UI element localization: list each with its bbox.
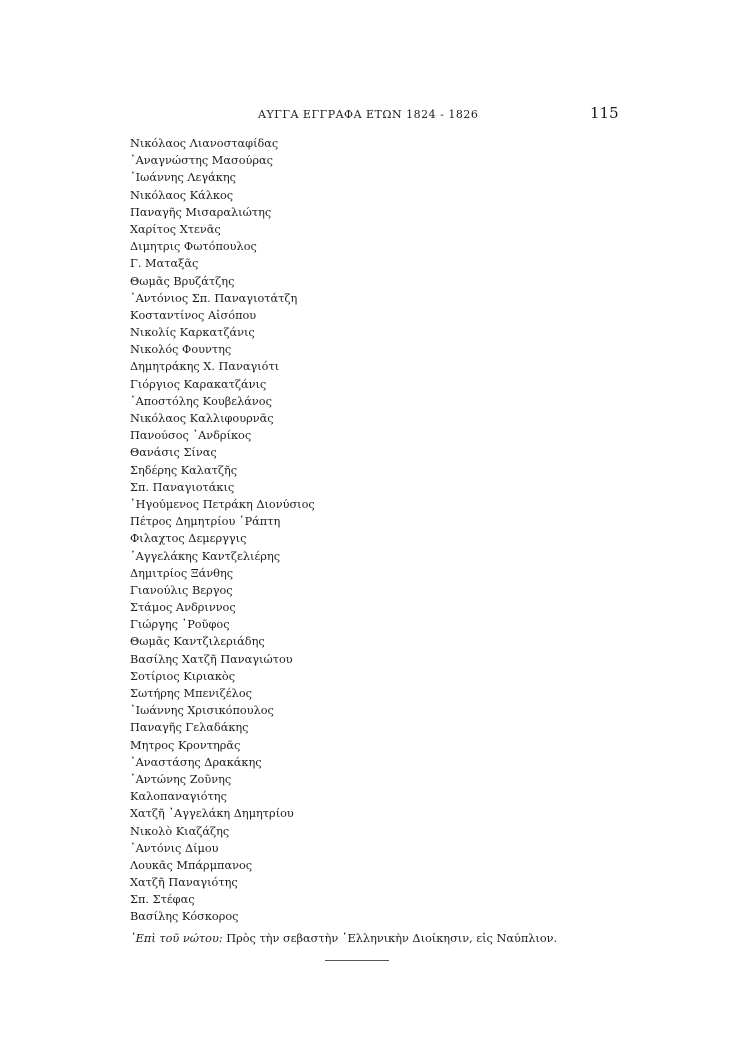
signatory-name: Φιλαχτος Δεμεργγις xyxy=(130,532,247,546)
signatory-name: Νικολός Φουντης xyxy=(130,343,232,357)
signatory-name: Γιόργιος Καρακατζάνις xyxy=(130,377,267,391)
running-title: ΑΥΓΓΑ ΕΓΓΡΑΦΑ ΕΤΩΝ 1824 - 1826 xyxy=(258,108,479,121)
signatory-name: Στάμος Ανδριννος xyxy=(130,601,236,615)
signatory-name: Μητρος Κροντηρᾶς xyxy=(130,738,241,752)
signatory-name: Σωτήρης Μπενιζέλος xyxy=(130,687,252,700)
signatory-name: Σηδέρης Καλατζῆς xyxy=(130,463,238,477)
signatory-name: Σπ. Παναγιοτάκις xyxy=(130,480,235,494)
signatory-name: Γ. Ματαξᾶς xyxy=(130,257,199,271)
address-text: Πρὸς τὴν σεβαστὴν ῾Ελληνικὴν Διοίκησιν, εἰς Ναύπλιον. xyxy=(226,932,558,945)
signatory-name: Θωμᾶς Καντζιλεριάδης xyxy=(130,635,265,649)
address-line xyxy=(130,932,557,945)
end-rule xyxy=(325,960,389,961)
signatory-name: Γιανούλις Βεργος xyxy=(130,583,233,597)
signatory-name: Νικολίς Καρκατζάνις xyxy=(130,326,255,340)
signatory-name: Θανάσις Σίνας xyxy=(130,446,217,460)
signatory-name: Καλοπαναγιότης xyxy=(130,790,227,804)
signatory-name: Διμητρις Φωτόπουλος xyxy=(130,240,257,254)
signatory-name: Νικόλαος Καλλιφουρνᾶς xyxy=(130,412,274,425)
signatory-name: Βασίλης Χατζῆ Παναγιώτου xyxy=(130,652,293,666)
signatory-name: ᾿Αντόνιος Σπ. Παναγιοτάτζη xyxy=(130,291,298,305)
signatory-name: Πέτρος Δημητρίου ῾Ράπτη xyxy=(130,515,281,529)
signatory-name: ᾿Αντώνης Ζοῦνης xyxy=(130,772,232,786)
signatory-name: ῾Ηγούμενος Πετράκη Διονύσιος xyxy=(130,497,315,511)
signatory-name: ᾿Ιωάννης Χρισικόπουλος xyxy=(130,704,274,718)
signatory-name: Δημητράκης Χ. Παναγιότι xyxy=(130,360,280,374)
signatory-name: Δημιτρίος Ξάνθης xyxy=(130,566,234,580)
signatory-name: Χατζῆ Παναγιότης xyxy=(130,876,238,890)
signatory-name: Βασίλης Κόσκορος xyxy=(130,910,239,924)
signatory-name: Χαρίτος Χτενᾶς xyxy=(130,222,221,236)
signatory-name: Γιώργης ῾Ροῦφος xyxy=(130,618,230,632)
signatory-name: Παναγῆς Γελαδάκης xyxy=(130,721,249,735)
signatory-name: Σοτίριος Κιριακὸς xyxy=(130,669,236,683)
signatory-name: ᾿Αγγελάκης Καντζελιέρης xyxy=(130,549,281,563)
signatory-name: Χατζῆ ᾿Αγγελάκη Δημητρίου xyxy=(130,807,294,821)
signatory-name: Νικολὸ Κιαζάζης xyxy=(130,824,230,838)
signatory-name: Παναγῆς Μισαραλιώτης xyxy=(130,205,272,219)
page-number: 115 xyxy=(590,104,619,122)
signatory-name: ᾿Αντόνις Δίμου xyxy=(130,841,219,855)
signatory-name: Λουκᾶς Μπάρμπανος xyxy=(130,858,253,872)
signatory-name: ᾿Αναγνώστης Μασούρας xyxy=(130,154,273,168)
signatory-name: Νικόλαος Κάλκος xyxy=(130,188,234,202)
signatory-name: Σπ. Στέφας xyxy=(130,893,195,907)
signatory-name: ᾿Αποστόλης Κουβελάνος xyxy=(130,394,272,408)
signatory-name: Πανούσος ᾿Ανδρίκος xyxy=(130,429,252,443)
signatory-name: Κοσταντίνος Αἰσόπου xyxy=(130,308,257,322)
signatory-name: ᾿Ιωάννης Λεγάκης xyxy=(130,171,236,185)
address-label: ᾿Επὶ τοῦ νώτου: xyxy=(130,932,223,945)
signatory-name: Νικόλαος Λιανοσταφίδας xyxy=(130,137,279,150)
signatory-name: Θωμᾶς Βρυζάτζης xyxy=(130,274,235,288)
signatory-list xyxy=(130,135,315,926)
signatory-name: ᾿Αναστάσης Δρακάκης xyxy=(130,755,262,769)
